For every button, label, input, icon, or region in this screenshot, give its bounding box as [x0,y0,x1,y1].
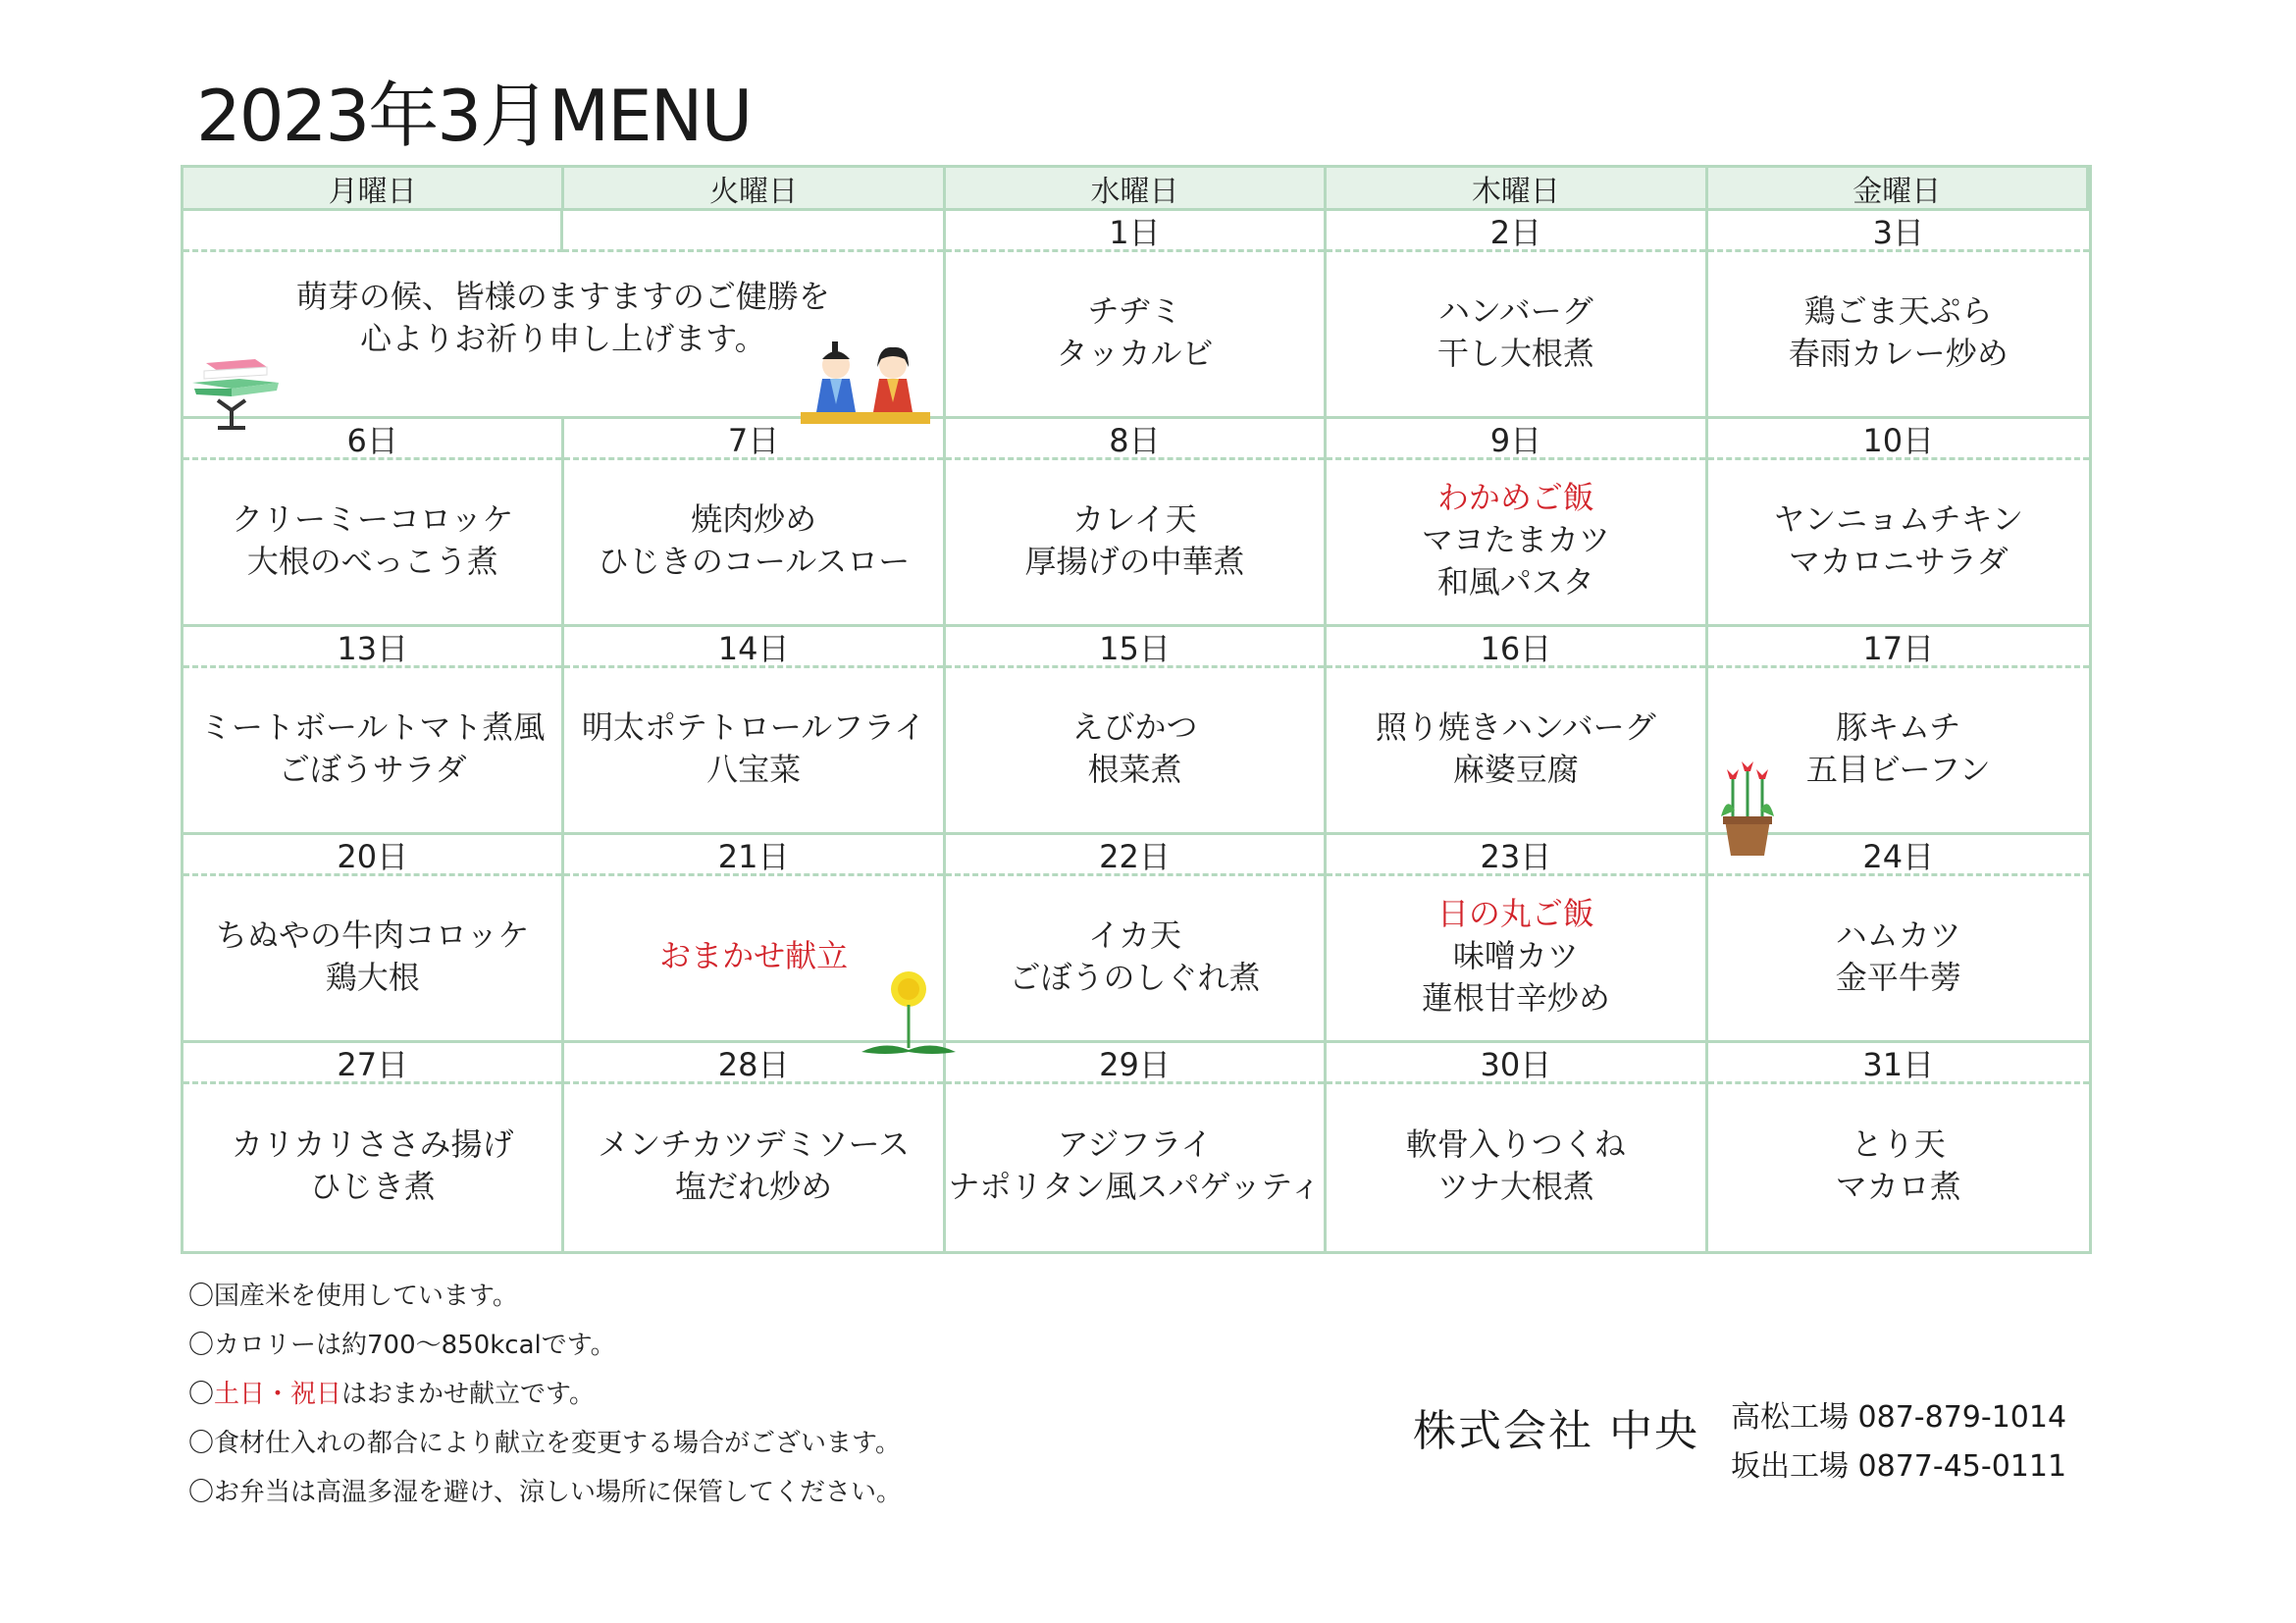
day-date: 8日 [946,419,1324,460]
factory-label: 坂出工場 [1731,1449,1849,1484]
menu-item: 照り焼きハンバーグ [1376,707,1656,746]
date-empty [183,211,563,252]
greeting-line: 心よりお祈り申し上げます。 [360,319,766,357]
omakase-label: おまかせ献立 [659,937,849,974]
menu-item: 焼肉炒め [691,499,817,538]
factory-label: 高松工場 [1731,1400,1849,1435]
day-cell [1327,1043,1707,1251]
notes [188,1272,902,1517]
day-cell [183,627,564,835]
menu-item: チヂミ [1087,291,1182,330]
day-date: 7日 [564,419,942,460]
menu-item: マヨたまカツ [1421,521,1610,558]
menu-item: 八宝菜 [706,750,802,788]
note-red-text: 土日・祝日 [214,1380,342,1409]
menu-item: マカロ煮 [1835,1168,1961,1205]
contact-line [1731,1442,2066,1492]
menu-item: ひじきのコールスロー [597,542,911,580]
menu-item: マカロニサラダ [1788,542,2009,580]
menu-item: ツナ大根煮 [1436,1168,1594,1205]
company-name: 株式会社 中央 [1413,1406,1699,1456]
menu-item: 明太ポテトロールフライ [581,707,926,746]
day-date: 1日 [946,211,1324,252]
tulip-icon [1713,752,1782,860]
day-date: 20日 [183,835,561,876]
day-date: 13日 [183,627,561,668]
menu-item: 春雨カレー炒め [1788,334,2009,372]
menu-item: えびかつ [1071,707,1198,746]
day-cell [1327,419,1707,627]
weekday-header-wed: 水曜日 [946,168,1327,211]
page-title: 2023年3月MENU [196,75,752,157]
weekday-header-mon: 月曜日 [183,168,564,211]
menu-item: ハンバーグ [1438,291,1593,330]
day-date: 22日 [946,835,1324,876]
note-line: 〇食材仕入れの都合により献立を変更する場合がございます。 [188,1429,901,1458]
special-rice: わかめご飯 [1436,479,1594,516]
day-cell [183,1043,564,1251]
menu-item: 金平牛蒡 [1835,958,1961,996]
note-line [188,1370,902,1419]
hishimochi-icon [188,353,283,436]
day-date: 31日 [1708,1043,2089,1084]
day-date: 10日 [1708,419,2089,460]
day-cell [1708,211,2089,419]
menu-item: アジフライ [1057,1126,1213,1163]
menu-item: ハムカツ [1835,916,1961,954]
day-cell [1327,211,1707,419]
day-date: 14日 [564,627,942,668]
menu-item: 五目ビーフン [1805,750,1991,788]
menu-item: 蓮根甘辛炒め [1421,979,1610,1017]
day-cell [564,419,945,627]
phone-number: 087-879-1014 [1857,1400,2067,1435]
day-date: 17日 [1708,627,2089,668]
menu-item: 麻婆豆腐 [1452,750,1579,788]
hina-dolls-icon [797,340,934,426]
day-cell [564,627,945,835]
day-cell [946,627,1327,835]
menu-item: ごぼうサラダ [278,750,467,788]
menu-item: 味噌カツ [1452,937,1579,974]
menu-item: ちぬやの牛肉コロッケ [216,916,530,954]
weekday-header-thu: 木曜日 [1327,168,1707,211]
weekday-header-fri: 金曜日 [1708,168,2089,211]
menu-item: ナポリタン風スパゲッティ [948,1168,1322,1205]
weekday-header-tue: 火曜日 [564,168,945,211]
menu-item: ひじき煮 [309,1168,436,1205]
menu-item: ヤンニョムチキン [1773,499,2024,538]
phone-number: 0877-45-0111 [1857,1449,2067,1484]
menu-item: ミートボールトマト煮風 [200,707,546,746]
menu-item: カレイ天 [1072,499,1197,538]
menu-item: 鶏ごま天ぷら [1803,291,1993,330]
menu-calendar [181,165,2092,1254]
day-cell [1708,835,2089,1043]
note-text: はおまかせ献立です。 [341,1380,595,1409]
day-cell [183,419,564,627]
day-date: 29日 [946,1043,1324,1084]
day-date: 16日 [1327,627,1704,668]
day-cell [946,419,1327,627]
day-date: 30日 [1327,1043,1704,1084]
date-empty [563,211,943,252]
menu-item: 根菜煮 [1087,750,1182,788]
menu-item: 塩だれ炒め [675,1168,833,1205]
menu-item: タッカルビ [1056,334,1214,372]
menu-item: 豚キムチ [1836,707,1961,746]
day-date: 21日 [564,835,942,876]
greeting-line: 萌芽の候、皆様のますますのご健勝を [295,277,830,315]
day-cell [183,835,564,1043]
menu-item: 大根のべっこう煮 [246,542,498,580]
contacts [1731,1393,2066,1492]
note-line: 〇お弁当は高温多湿を避け、涼しい場所に保管してください。 [188,1478,902,1507]
day-cell [1327,627,1707,835]
day-date: 6日 [183,419,561,460]
day-cell [946,835,1327,1043]
day-cell [1708,1043,2089,1251]
menu-item: 和風パスタ [1436,563,1594,601]
day-cell [1327,835,1707,1043]
menu-item: とり天 [1851,1126,1946,1163]
contact-line [1731,1393,2066,1442]
menu-item: イカ天 [1087,916,1182,954]
menu-item: カリカリささみ揚げ [231,1126,514,1163]
day-date: 2日 [1327,211,1704,252]
day-cell [1708,419,2089,627]
day-date: 27日 [183,1043,561,1084]
menu-item: クリーミーコロッケ [232,499,514,538]
day-date: 15日 [946,627,1324,668]
menu-item: 厚揚げの中華煮 [1024,542,1245,580]
day-date: 9日 [1327,419,1704,460]
note-line: 〇カロリーは約700～850kcalです。 [188,1331,616,1360]
day-cell [946,211,1327,419]
menu-item: ごぼうのしぐれ煮 [1009,958,1261,996]
menu-item: 鶏大根 [325,958,420,996]
note-bullet: 〇 [188,1380,215,1409]
menu-item: 干し大根煮 [1436,334,1594,372]
note-line: 〇国産米を使用しています。 [188,1282,518,1311]
day-date: 3日 [1708,211,2089,252]
day-date: 24日 [1708,835,2089,876]
special-rice: 日の丸ご飯 [1436,895,1594,932]
day-cell [946,1043,1327,1251]
day-cell [564,1043,945,1251]
day-date: 28日 [564,1043,942,1084]
dandelion-icon [858,966,960,1064]
menu-item: 軟骨入りつくね [1405,1126,1626,1163]
menu-item: メンチカツデミソース [598,1126,910,1163]
day-date: 23日 [1327,835,1704,876]
